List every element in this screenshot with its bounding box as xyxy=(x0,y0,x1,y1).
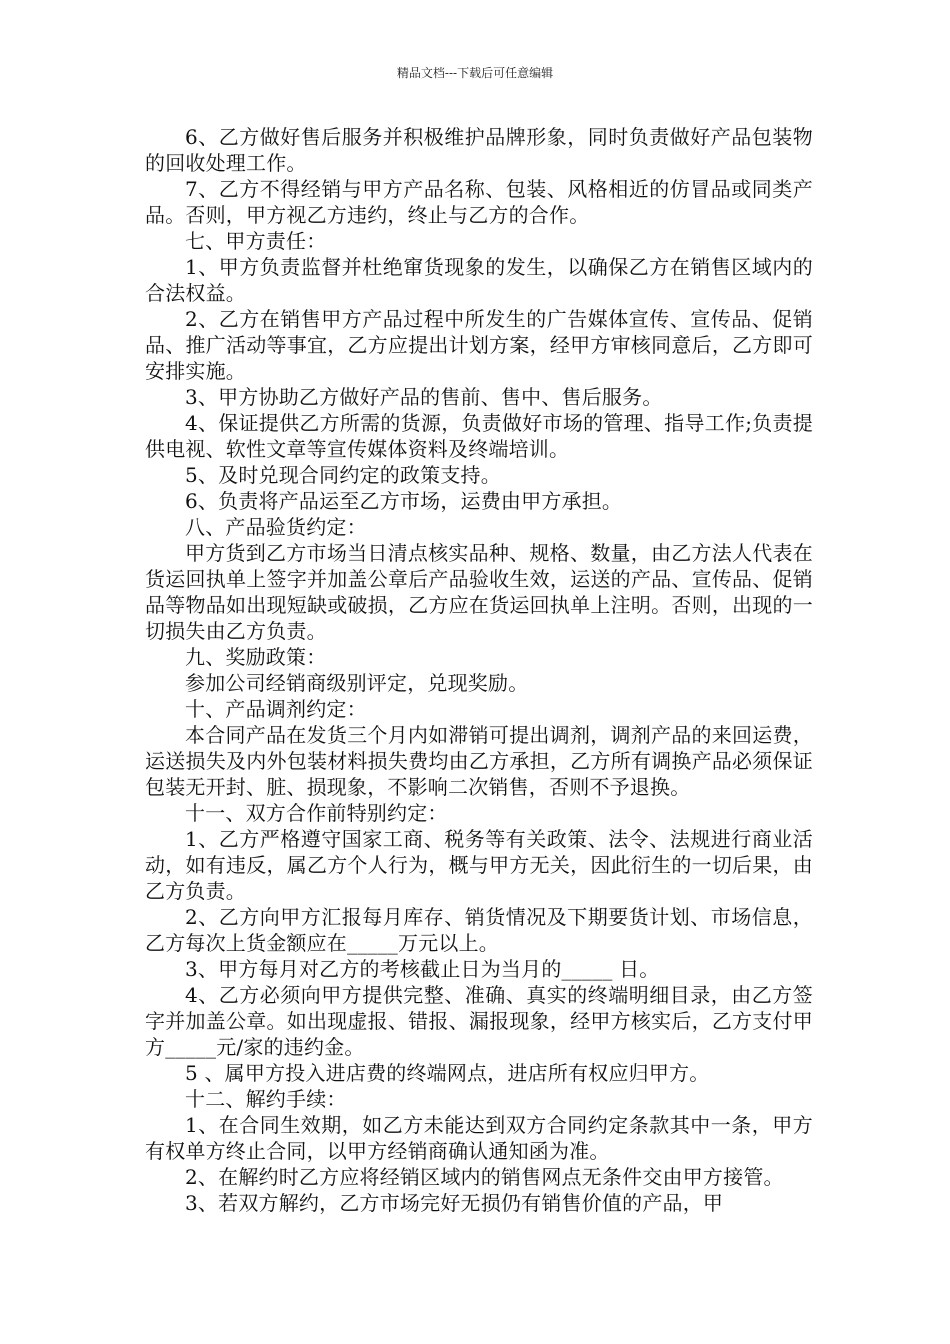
paragraph: 3、若双方解约，乙方市场完好无损仍有销售价值的产品，甲 xyxy=(185,1191,724,1215)
section-heading: 八、产品验货约定： xyxy=(185,515,367,539)
paragraph: 2、在解约时乙方应将经销区域内的销售网点无条件交由甲方接管。 xyxy=(185,1165,784,1189)
section-heading: 十一、双方合作前特别约定： xyxy=(185,801,448,825)
paragraph: 4、乙方必须向甲方提供完整、准确、真实的终端明细目录，由乙方签字并加盖公章。如出现虚报、错报、漏报现象，经甲方核实后，乙方支付甲方_____元/家的违约金。 xyxy=(145,983,813,1059)
paragraph: 参加公司经销商级别评定，兑现奖励。 xyxy=(185,671,529,695)
paragraph: 6、乙方做好售后服务并积极维护品牌形象，同时负责做好产品包装物的回收处理工作。 xyxy=(145,125,813,175)
section-heading: 十、产品调剂约定： xyxy=(185,697,367,721)
paragraph: 1、甲方负责监督并杜绝窜货现象的发生，以确保乙方在销售区域内的合法权益。 xyxy=(145,255,813,305)
paragraph: 3、甲方协助乙方做好产品的售前、售中、售后服务。 xyxy=(185,385,663,409)
paragraph: 甲方货到乙方市场当日清点核实品种、规格、数量，由乙方法人代表在货运回执单上签字并加盖公章后产品验收生效，运送的产品、宣传品、促销品等物品如出现短缺或破损，乙方应在货运回执单上注明。否则，出现的一切损失由乙方负责。 xyxy=(145,541,813,643)
paragraph: 3、甲方每月对乙方的考核截止日为当月的_____ 日。 xyxy=(185,957,660,981)
section-heading: 十二、解约手续： xyxy=(185,1087,347,1111)
paragraph: 5、及时兑现合同约定的政策支持。 xyxy=(185,463,501,487)
paragraph: 1、乙方严格遵守国家工商、税务等有关政策、法令、法规进行商业活动，如有违反，属乙方个人行为，概与甲方无关，因此衍生的一切后果，由乙方负责。 xyxy=(145,827,813,903)
paragraph: 5 、属甲方投入进店费的终端网点，进店所有权应归甲方。 xyxy=(185,1061,710,1085)
document-body xyxy=(145,124,813,1216)
paragraph: 2、乙方向甲方汇报每月库存、销货情况及下期要货计划、市场信息，乙方每次上货金额应在_____万元以上。 xyxy=(145,905,813,955)
paragraph: 6、负责将产品运至乙方市场，运费由甲方承担。 xyxy=(185,489,623,513)
paragraph: 本合同产品在发货三个月内如滞销可提出调剂，调剂产品的来回运费，运送损失及内外包装材料损失费均由乙方承担，乙方所有调换产品必须保证包装无开封、脏、损现象，不影响二次销售，否则不予退换。 xyxy=(145,723,813,799)
paragraph: 2、乙方在销售甲方产品过程中所发生的广告媒体宣传、宣传品、促销品、推广活动等事宜，乙方应提出计划方案，经甲方审核同意后，乙方即可安排实施。 xyxy=(145,307,813,383)
page-header: 精品文档---下载后可任意编辑 xyxy=(396,66,554,80)
section-heading: 九、奖励政策： xyxy=(185,645,327,669)
paragraph: 4、保证提供乙方所需的货源，负责做好市场的管理、指导工作;负责提供电视、软性文章等宣传媒体资料及终端培训。 xyxy=(145,411,813,461)
section-heading: 七、甲方责任： xyxy=(185,229,327,253)
paragraph: 7、乙方不得经销与甲方产品名称、包装、风格相近的仿冒品或同类产品。否则，甲方视乙方违约，终止与乙方的合作。 xyxy=(145,177,813,227)
paragraph: 1、在合同生效期，如乙方未能达到双方合同约定条款其中一条，甲方有权单方终止合同，以甲方经销商确认通知函为准。 xyxy=(145,1113,813,1163)
